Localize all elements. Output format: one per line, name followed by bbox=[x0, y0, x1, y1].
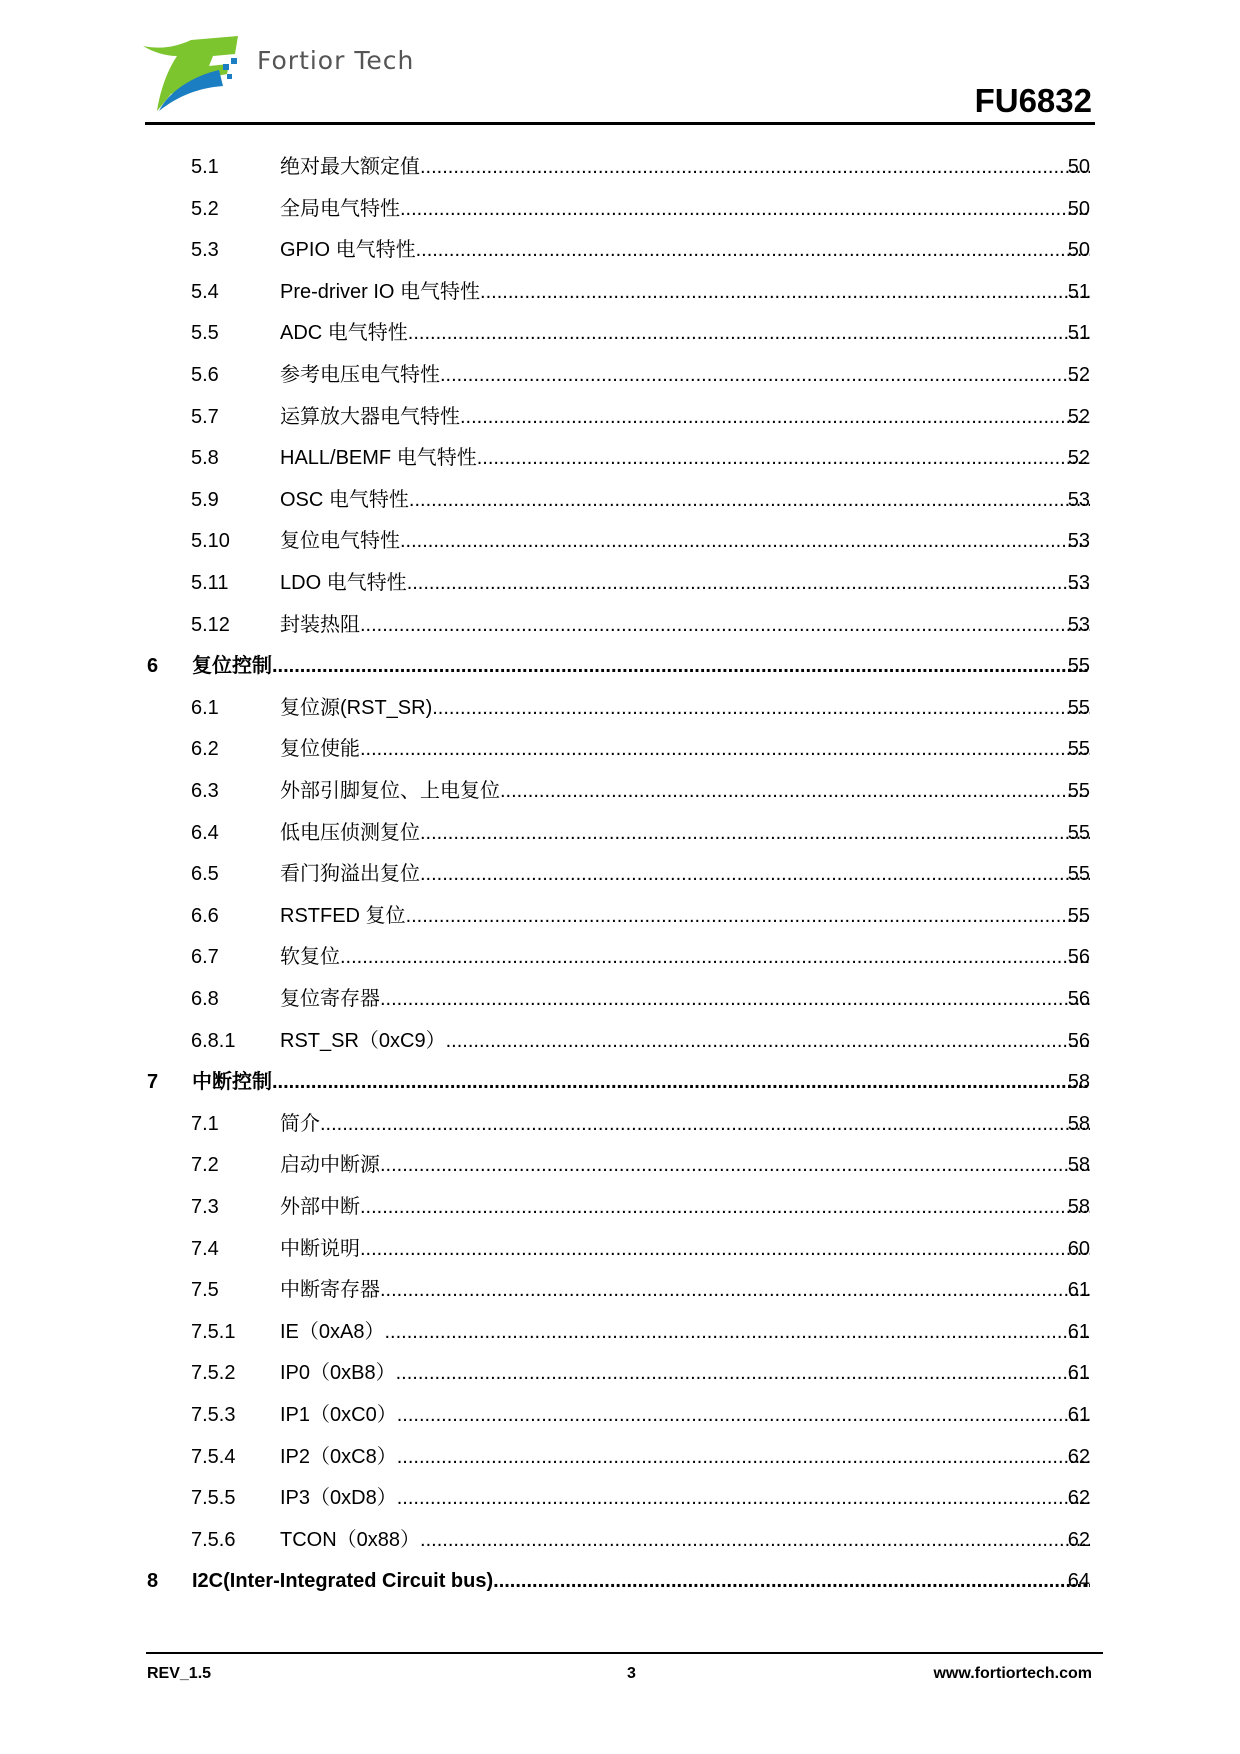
toc-page: 51 bbox=[1067, 280, 1090, 303]
toc-leader-dots bbox=[272, 1067, 1090, 1097]
toc-title[interactable]: IP2（0xC8） bbox=[280, 1445, 397, 1468]
toc-leader-dots bbox=[420, 152, 1090, 182]
toc-leader-dots bbox=[380, 984, 1090, 1014]
toc-title[interactable]: RSTFED 复位 bbox=[280, 904, 406, 927]
toc-entry[interactable] bbox=[0, 277, 1240, 307]
toc-title[interactable]: LDO 电气特性 bbox=[280, 572, 407, 594]
toc-page: 60 bbox=[1067, 1237, 1090, 1260]
toc-number: 7.5 bbox=[191, 1279, 219, 1302]
toc-page: 62 bbox=[1067, 1445, 1090, 1468]
toc-number: 7.5.2 bbox=[191, 1362, 236, 1385]
toc-entry[interactable] bbox=[0, 1400, 1240, 1430]
toc-entry[interactable] bbox=[0, 443, 1240, 473]
toc-entry[interactable] bbox=[0, 1317, 1240, 1347]
toc-leader-dots bbox=[420, 859, 1090, 889]
toc-number: 7.5.5 bbox=[191, 1487, 236, 1510]
toc-leader-dots bbox=[360, 1234, 1090, 1264]
toc-entry[interactable] bbox=[0, 1442, 1240, 1472]
toc-number: 5.2 bbox=[191, 197, 219, 220]
toc-number: 7.5.1 bbox=[191, 1320, 236, 1343]
toc-number: 6.8 bbox=[191, 988, 219, 1010]
toc-entry[interactable] bbox=[0, 1566, 1240, 1596]
toc-number: 7.3 bbox=[191, 1196, 219, 1218]
toc-title[interactable]: 复位源(RST_SR) bbox=[280, 696, 433, 719]
toc-number: 5.9 bbox=[191, 488, 219, 511]
toc-title[interactable]: TCON（0x88） bbox=[280, 1528, 421, 1551]
toc-number: 5.11 bbox=[191, 572, 229, 594]
toc-leader-dots bbox=[360, 610, 1090, 640]
toc-entry[interactable] bbox=[0, 693, 1240, 723]
toc-leader-dots bbox=[406, 901, 1090, 931]
toc-page: 61 bbox=[1067, 1320, 1090, 1343]
toc-title[interactable]: OSC 电气特性 bbox=[280, 488, 409, 511]
toc-page: 50 bbox=[1067, 239, 1090, 262]
toc-entry[interactable] bbox=[0, 1109, 1240, 1139]
toc-entry[interactable] bbox=[0, 651, 1240, 681]
toc-page: 53 bbox=[1067, 572, 1090, 594]
toc-number: 7.5.3 bbox=[191, 1404, 236, 1426]
toc-entry[interactable] bbox=[0, 485, 1240, 515]
toc-leader-dots bbox=[446, 1026, 1090, 1056]
toc-entry[interactable] bbox=[0, 1026, 1240, 1056]
toc-title[interactable]: 全局电气特性 bbox=[280, 197, 400, 220]
toc-page: 53 bbox=[1067, 488, 1090, 511]
toc-number: 6.6 bbox=[191, 904, 219, 927]
toc-entry[interactable] bbox=[0, 1483, 1240, 1513]
toc-number: 7 bbox=[147, 1071, 159, 1094]
header-divider bbox=[145, 122, 1095, 125]
toc-number: 6.1 bbox=[191, 696, 219, 719]
toc-leader-dots bbox=[440, 360, 1090, 390]
toc-title[interactable]: 复位寄存器 bbox=[280, 988, 380, 1010]
toc-leader-dots bbox=[380, 1150, 1090, 1180]
toc-entry[interactable] bbox=[0, 1192, 1240, 1222]
toc-page: 56 bbox=[1067, 946, 1090, 969]
fortior-logo bbox=[143, 36, 243, 111]
toc-title[interactable]: 绝对最大额定值 bbox=[280, 156, 420, 178]
toc-number: 5.7 bbox=[191, 405, 219, 428]
toc-page: 50 bbox=[1067, 156, 1090, 178]
toc-title[interactable]: 外部中断 bbox=[280, 1196, 360, 1218]
toc-page: 55 bbox=[1067, 738, 1090, 761]
toc-page: 55 bbox=[1067, 863, 1090, 886]
toc-page: 53 bbox=[1067, 613, 1090, 636]
toc-page: 61 bbox=[1067, 1362, 1090, 1385]
toc-entry[interactable] bbox=[0, 776, 1240, 806]
toc-title[interactable]: HALL/BEMF 电气特性 bbox=[280, 447, 477, 470]
toc-leader-dots bbox=[409, 485, 1090, 515]
toc-number: 6.4 bbox=[191, 821, 219, 844]
toc-number: 5.10 bbox=[191, 530, 230, 553]
toc-page: 55 bbox=[1067, 696, 1090, 719]
toc-title[interactable]: 中断控制 bbox=[192, 1071, 272, 1094]
toc-entry[interactable] bbox=[0, 859, 1240, 889]
toc-leader-dots bbox=[384, 1317, 1090, 1347]
toc-leader-dots bbox=[407, 568, 1090, 598]
toc-entry[interactable] bbox=[0, 235, 1240, 265]
toc-entry[interactable] bbox=[0, 152, 1240, 182]
toc-entry[interactable] bbox=[0, 818, 1240, 848]
toc-title[interactable]: I2C(Inter-Integrated Circuit bus) bbox=[192, 1570, 494, 1593]
toc-leader-dots bbox=[480, 277, 1090, 307]
toc-leader-dots bbox=[272, 651, 1090, 681]
toc-leader-dots bbox=[460, 402, 1090, 432]
toc-page: 58 bbox=[1067, 1071, 1090, 1094]
toc-number: 5.12 bbox=[191, 613, 230, 636]
toc-entry[interactable] bbox=[0, 526, 1240, 556]
toc-title[interactable]: 外部引脚复位、上电复位 bbox=[280, 780, 500, 802]
footer-revision: REV_1.5 bbox=[147, 1665, 212, 1682]
toc-leader-dots bbox=[420, 1525, 1090, 1555]
toc-title[interactable]: Pre-driver IO 电气特性 bbox=[280, 280, 481, 303]
toc-number: 6.2 bbox=[191, 738, 219, 761]
toc-number: 6.3 bbox=[191, 780, 219, 802]
toc-number: 5.5 bbox=[191, 322, 219, 345]
toc-title[interactable]: 中断说明 bbox=[280, 1237, 360, 1260]
toc-page: 52 bbox=[1067, 364, 1090, 386]
toc-entry[interactable] bbox=[0, 360, 1240, 390]
toc-leader-dots bbox=[500, 776, 1090, 806]
toc-page: 56 bbox=[1067, 1029, 1090, 1052]
toc-title[interactable]: 启动中断源 bbox=[280, 1154, 380, 1177]
toc-leader-dots bbox=[397, 1400, 1090, 1430]
toc-page: 56 bbox=[1067, 988, 1090, 1010]
toc-page: 58 bbox=[1067, 1154, 1090, 1177]
toc-title[interactable]: 复位使能 bbox=[280, 738, 360, 761]
toc-leader-dots bbox=[320, 1109, 1090, 1139]
toc-leader-dots bbox=[416, 235, 1090, 265]
toc-title[interactable]: 复位电气特性 bbox=[280, 530, 400, 553]
toc-number: 5.4 bbox=[191, 280, 219, 303]
toc-title[interactable]: IP1（0xC0） bbox=[280, 1404, 397, 1426]
toc-page: 55 bbox=[1067, 821, 1090, 844]
toc-page: 53 bbox=[1067, 530, 1090, 553]
toc-title[interactable]: 看门狗溢出复位 bbox=[280, 863, 420, 886]
toc-leader-dots bbox=[397, 1483, 1090, 1513]
toc-number: 7.4 bbox=[191, 1237, 219, 1260]
toc-page: 50 bbox=[1067, 197, 1090, 220]
brand-name: Fortior Tech bbox=[257, 46, 415, 75]
toc-title[interactable]: RST_SR（0xC9） bbox=[280, 1029, 446, 1052]
toc-page: 58 bbox=[1067, 1112, 1090, 1135]
footer-divider bbox=[146, 1652, 1103, 1654]
toc-entry[interactable] bbox=[0, 1358, 1240, 1388]
toc-title[interactable]: 低电压侦测复位 bbox=[280, 821, 420, 844]
toc-title[interactable]: ADC 电气特性 bbox=[280, 322, 408, 345]
toc-number: 6.5 bbox=[191, 863, 219, 886]
toc-page: 62 bbox=[1067, 1528, 1090, 1551]
toc-entry[interactable] bbox=[0, 1150, 1240, 1180]
toc-page: 62 bbox=[1067, 1487, 1090, 1510]
toc-entry[interactable] bbox=[0, 1525, 1240, 1555]
toc-entry[interactable] bbox=[0, 901, 1240, 931]
toc-entry[interactable] bbox=[0, 402, 1240, 432]
toc-number: 7.5.6 bbox=[191, 1528, 236, 1551]
toc-leader-dots bbox=[432, 693, 1090, 723]
toc-page: 52 bbox=[1067, 447, 1090, 470]
toc-page: 52 bbox=[1067, 405, 1090, 428]
toc-page: 58 bbox=[1067, 1196, 1090, 1218]
toc-title[interactable]: IP3（0xD8） bbox=[280, 1487, 397, 1510]
toc-leader-dots bbox=[493, 1566, 1090, 1596]
toc-page: 61 bbox=[1067, 1279, 1090, 1302]
toc-leader-dots bbox=[396, 1358, 1090, 1388]
toc-leader-dots bbox=[340, 942, 1090, 972]
toc-page: 55 bbox=[1067, 655, 1090, 678]
toc-number: 6.7 bbox=[191, 946, 219, 969]
toc-leader-dots bbox=[400, 194, 1090, 224]
toc-number: 5.1 bbox=[191, 156, 219, 178]
toc-page: 61 bbox=[1067, 1404, 1090, 1426]
toc-title[interactable]: IP0（0xB8） bbox=[280, 1362, 396, 1385]
toc-number: 5.8 bbox=[191, 447, 219, 470]
toc-number: 7.5.4 bbox=[191, 1445, 236, 1468]
toc-entry[interactable] bbox=[0, 1275, 1240, 1305]
toc-leader-dots bbox=[400, 526, 1090, 556]
toc-number: 6.8.1 bbox=[191, 1029, 236, 1052]
toc-number: 8 bbox=[147, 1570, 159, 1593]
toc-leader-dots bbox=[420, 818, 1090, 848]
toc-leader-dots bbox=[477, 443, 1090, 473]
toc-title[interactable]: 封装热阻 bbox=[280, 613, 360, 636]
toc-entry[interactable] bbox=[0, 984, 1240, 1014]
toc-number: 6 bbox=[147, 655, 159, 678]
toc-number: 7.2 bbox=[191, 1154, 219, 1177]
toc-page: 64 bbox=[1067, 1570, 1090, 1593]
toc-title[interactable]: GPIO 电气特性 bbox=[280, 239, 416, 262]
toc-entry[interactable] bbox=[0, 610, 1240, 640]
toc-page: 51 bbox=[1067, 322, 1090, 345]
toc-page: 55 bbox=[1067, 780, 1090, 802]
toc-leader-dots bbox=[360, 1192, 1090, 1222]
toc-page: 55 bbox=[1067, 904, 1090, 927]
toc-title[interactable]: 运算放大器电气特性 bbox=[280, 405, 460, 428]
toc-entry[interactable] bbox=[0, 942, 1240, 972]
toc-entry[interactable] bbox=[0, 318, 1240, 348]
toc-entry[interactable] bbox=[0, 194, 1240, 224]
toc-title[interactable]: 复位控制 bbox=[192, 655, 272, 678]
toc-leader-dots bbox=[380, 1275, 1090, 1305]
toc-entry[interactable] bbox=[0, 1067, 1240, 1097]
toc-number: 7.1 bbox=[191, 1112, 219, 1135]
footer-website[interactable]: www.fortiortech.com bbox=[933, 1665, 1092, 1682]
toc-title[interactable]: 软复位 bbox=[280, 946, 340, 969]
toc-number: 5.3 bbox=[191, 239, 219, 262]
toc-entry[interactable] bbox=[0, 568, 1240, 598]
toc-entry[interactable] bbox=[0, 734, 1240, 764]
toc-leader-dots bbox=[397, 1442, 1090, 1472]
document-model: FU6832 bbox=[974, 82, 1092, 119]
toc-title[interactable]: 参考电压电气特性 bbox=[280, 364, 440, 386]
toc-title[interactable]: 简介 bbox=[280, 1112, 320, 1135]
toc-leader-dots bbox=[408, 318, 1090, 348]
footer-page-number: 3 bbox=[627, 1665, 636, 1682]
toc-title[interactable]: IE（0xA8） bbox=[280, 1320, 385, 1343]
toc-number: 5.6 bbox=[191, 364, 219, 386]
toc-entry[interactable] bbox=[0, 1234, 1240, 1264]
toc-leader-dots bbox=[360, 734, 1090, 764]
toc-title[interactable]: 中断寄存器 bbox=[280, 1279, 380, 1302]
